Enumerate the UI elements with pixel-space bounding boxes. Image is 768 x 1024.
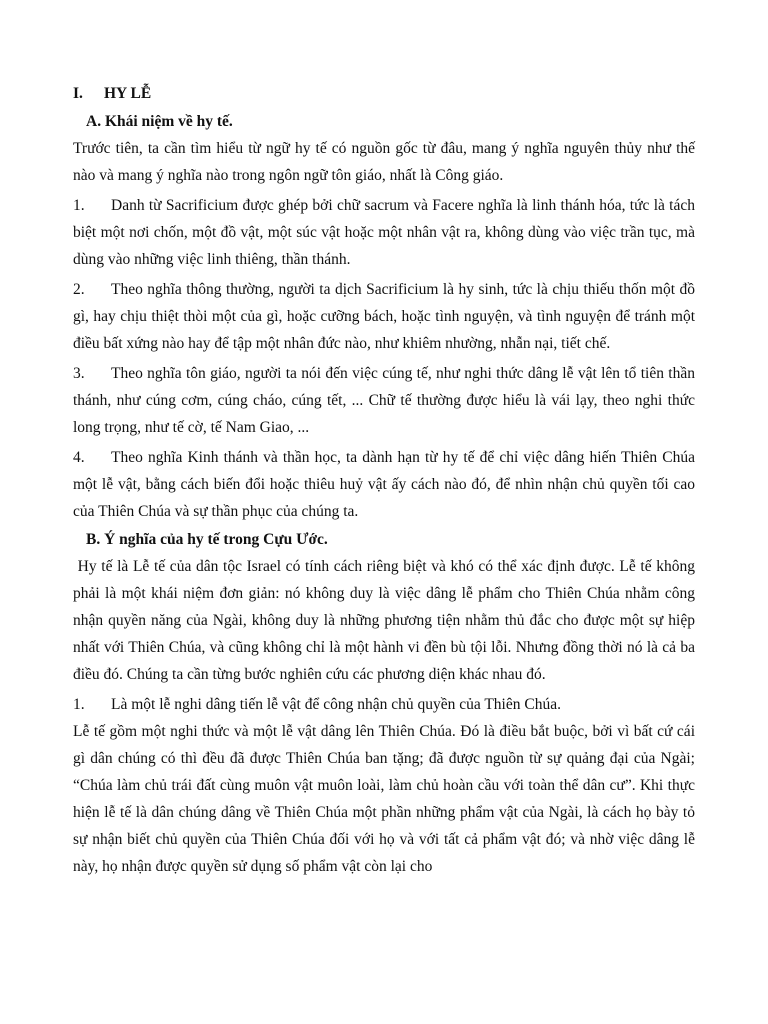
subsection-b-intro: Hy tế là Lễ tế của dân tộc Israel có tính cách riêng biệt và khó có thể xác định được. Lễ tế không phải là một khái niệm đơn giản: nó không duy là việc dâng lễ phẩm cho Thiên Chúa nhằm công nhận quyền năng của Ngài, không duy là những phương tiện nhằm thủ đắc cho được một sự hiệp nhất với Thiên Chúa, và cũng không chỉ là một hành vi đền bù tội lỗi. Nhưng đồng thời nó là cả ba điều đó. Chúng ta cần từng bước nghiên cứu các phương diện khác nhau đó. — [73, 558, 699, 683]
item-number: 3. — [73, 365, 85, 382]
subsection-b-body: Lễ tế gồm một nghi thức và một lễ vật dâng lên Thiên Chúa. Đó là điều bắt buộc, bởi vì bất cứ cái gì dân chúng có thì đều đã được Thiên Chúa ban tặng; đã được nguồn từ sự quảng đại của Ngài; “Chúa làm chủ trái đất cùng muôn vật muôn loài, làm chủ hoàn cầu với toàn thể dân cư”. Khi thực hiện lễ tế là dân chúng dâng về Thiên Chúa một phần những phẩm vật của Ngài, là cách họ bày tỏ sự nhận biết chủ quyền của Thiên Chúa đối với họ và với tất cả phẩm vật đó; và nhờ việc dâng lễ này, họ nhận được quyền sử dụng số phẩm vật còn lại cho — [73, 723, 695, 875]
item-number: 1. — [73, 696, 85, 713]
subsection-a-item-3 — [73, 360, 695, 441]
item-text: Là một lễ nghi dâng tiến lễ vật để công nhận chủ quyền của Thiên Chúa. — [111, 696, 561, 713]
item-text: Theo nghĩa tôn giáo, người ta nói đến việc cúng tế, như nghi thức dâng lễ vật lên tổ tiên thần thánh, như cúng cơm, cúng cháo, cúng tết, ... Chữ tế thường được hiểu là vái lạy, theo nghi thức long trọng, như tế cờ, tế Nam Giao, ... — [73, 365, 695, 436]
item-text: Theo nghĩa Kinh thánh và thần học, ta dành hạn từ hy tế để chỉ việc dâng hiến Thiên Chúa một lễ vật, bằng cách biến đổi hoặc thiêu huỷ vật ấy cách nào đó, để nhìn nhận chủ quyền tối cao của Thiên Chúa và sự thần phục của chúng ta. — [73, 449, 695, 520]
item-number: 4. — [73, 449, 85, 466]
subsection-b-title: B. Ý nghĩa của hy tế trong Cựu Ước. — [86, 531, 328, 548]
subsection-a-item-1 — [73, 192, 695, 273]
item-text: Theo nghĩa thông thường, người ta dịch Sacrificium là hy sinh, tức là chịu thiếu thốn một đồ gì, hay chịu thiệt thòi một của gì, hoặc cưỡng bách, hoặc tình nguyện, và tình nguyện để tránh một điều bất xứng nào hay để tập một nhân đức nào, như khiêm nhường, nhẫn nại, tiết chế. — [73, 281, 695, 352]
document-page — [73, 80, 699, 880]
subsection-a-item-2 — [73, 276, 695, 357]
item-number: 2. — [73, 281, 85, 298]
subsection-b-item-1 — [73, 691, 695, 718]
section-title: HY LỄ — [104, 85, 152, 102]
item-text: Danh từ Sacrificium được ghép bởi chữ sacrum và Facere nghĩa là linh thánh hóa, tức là tách biệt một nơi chốn, một đồ vật, một súc vật hoặc một nhân vật ra, không dùng vào việc trần tục, mà dùng vào những việc linh thiêng, thần thánh. — [73, 197, 695, 268]
subsection-a-item-4 — [73, 444, 695, 525]
subsection-a-title: A. Khái niệm về hy tế. — [86, 113, 233, 130]
section-heading — [73, 80, 695, 107]
section-number: I. — [73, 85, 83, 102]
subsection-a-intro: Trước tiên, ta cần tìm hiểu từ ngữ hy tế có nguồn gốc từ đâu, mang ý nghĩa nguyên thủy như thế nào và mang ý nghĩa nào trong ngôn ngữ tôn giáo, nhất là Công giáo. — [73, 140, 695, 184]
item-number: 1. — [73, 197, 85, 214]
